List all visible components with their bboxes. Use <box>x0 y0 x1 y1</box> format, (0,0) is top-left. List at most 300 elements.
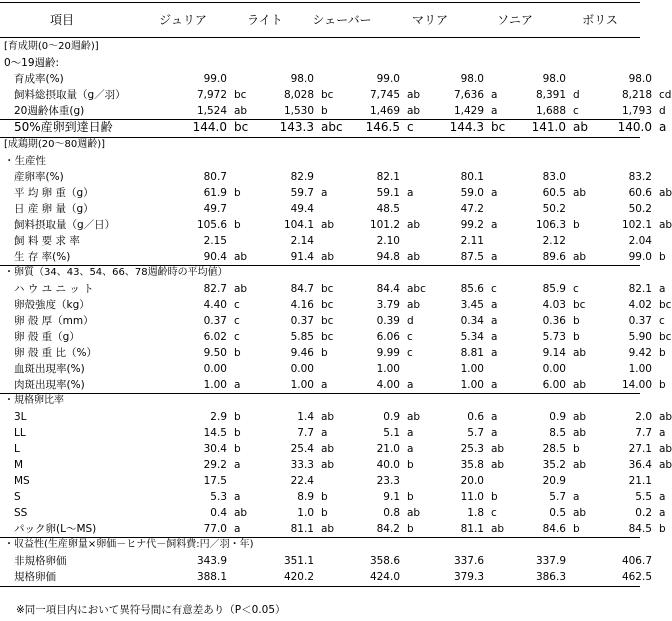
significance-letter: a <box>491 299 498 311</box>
significance-letter: ab <box>407 219 421 231</box>
significance-letter: cd <box>659 89 672 101</box>
cell-value: 35.8 <box>460 459 484 471</box>
cell-value: 5.5 <box>635 491 652 503</box>
significance-letter: b <box>659 347 666 359</box>
significance-letter: ab <box>491 523 505 535</box>
cell-value: 21.1 <box>628 475 652 487</box>
cell-value: 4.40 <box>203 299 227 311</box>
row-label: M <box>14 459 24 471</box>
cell-value: 0.37 <box>290 315 314 327</box>
cell-value: 30.4 <box>203 443 227 455</box>
table-top-border <box>0 2 640 3</box>
cell-value: 462.5 <box>621 571 652 583</box>
significance-letter: a <box>321 379 328 391</box>
cell-value: 1.00 <box>628 363 652 375</box>
cell-value: 91.4 <box>290 251 314 263</box>
significance-letter: ab <box>659 443 672 455</box>
significance-letter: ab <box>321 411 335 423</box>
cell-value: 144.0 <box>192 120 227 134</box>
cell-value: 2.04 <box>628 235 652 247</box>
significance-letter: bc <box>234 120 249 134</box>
cell-value: 9.50 <box>203 347 227 359</box>
significance-letter: ab <box>659 411 672 423</box>
cell-value: 90.4 <box>203 251 227 263</box>
cell-value: 1.00 <box>376 363 400 375</box>
cell-value: 89.6 <box>542 251 566 263</box>
cell-value: 99.2 <box>460 219 484 231</box>
significance-letter: a <box>234 523 241 535</box>
significance-letter: ab <box>573 347 587 359</box>
row-label: 50%産卵到達日齢 <box>14 120 113 134</box>
cell-value: 60.6 <box>628 187 652 199</box>
significance-letter: b <box>234 427 241 439</box>
cell-value: 84.4 <box>376 283 400 295</box>
table-row <box>0 457 672 473</box>
significance-letter: ab <box>573 507 587 519</box>
table-row <box>0 201 652 217</box>
cell-value: 358.6 <box>369 555 400 567</box>
table-row <box>0 119 667 135</box>
significance-letter: b <box>407 523 414 535</box>
cell-value: 351.1 <box>283 555 314 567</box>
cell-value: 29.2 <box>203 459 227 471</box>
significance-letter: bc <box>491 120 506 134</box>
significance-letter: ab <box>573 379 587 391</box>
cell-value: 1.00 <box>460 379 484 391</box>
cell-value: 8.81 <box>460 347 484 359</box>
significance-letter: a <box>491 427 498 439</box>
significance-letter: ab <box>659 187 672 199</box>
cell-value: 9.14 <box>542 347 566 359</box>
table-row <box>0 313 665 329</box>
cell-value: 99.0 <box>203 73 227 85</box>
significance-letter: ab <box>573 120 588 134</box>
cell-value: 7.7 <box>297 427 314 439</box>
row-label: 飼料摂取量（g／日） <box>14 219 116 231</box>
cell-value: 4.00 <box>376 379 400 391</box>
cell-value: 77.0 <box>203 523 227 535</box>
cell-value: 8,391 <box>535 89 566 101</box>
significance-letter: b <box>234 443 241 455</box>
significance-letter: ab <box>407 507 421 519</box>
cell-value: 141.0 <box>531 120 566 134</box>
significance-letter: c <box>234 299 240 311</box>
significance-letter: ab <box>491 443 505 455</box>
row-label: LL <box>14 427 26 439</box>
cell-value: 25.3 <box>460 443 484 455</box>
header-strain: ライト <box>247 13 283 27</box>
cell-value: 5.1 <box>383 427 400 439</box>
cell-value: 9.1 <box>383 491 400 503</box>
significance-letter: ab <box>234 105 248 117</box>
significance-letter: a <box>321 427 328 439</box>
significance-letter: a <box>491 89 498 101</box>
row-label: S <box>14 491 21 503</box>
cell-value: 9.42 <box>628 347 652 359</box>
cell-value: 144.3 <box>449 120 484 134</box>
significance-letter: ab <box>573 411 587 423</box>
significance-letter: b <box>573 523 580 535</box>
row-label: パック卵(L～MS) <box>14 523 97 535</box>
cell-value: 406.7 <box>621 555 652 567</box>
significance-letter: a <box>407 443 414 455</box>
cell-value: 20.9 <box>542 475 566 487</box>
cell-value: 81.1 <box>460 523 484 535</box>
table-row <box>0 153 640 169</box>
cell-value: 84.7 <box>290 283 314 295</box>
cell-value: 35.2 <box>542 459 566 471</box>
cell-value: 5.90 <box>628 331 652 343</box>
table-row <box>0 55 640 71</box>
cell-value: 9.99 <box>376 347 400 359</box>
significance-letter: a <box>491 411 498 423</box>
significance-letter: a <box>491 315 498 327</box>
cell-value: 14.00 <box>621 379 652 391</box>
cell-value: 5.3 <box>210 491 227 503</box>
significance-letter: a <box>659 491 666 503</box>
cell-value: 1.0 <box>297 507 314 519</box>
cell-value: 59.7 <box>290 187 314 199</box>
significance-letter: a <box>407 427 414 439</box>
section-title <box>0 393 640 409</box>
significance-letter: ab <box>407 89 421 101</box>
cell-value: 146.5 <box>365 120 400 134</box>
header-strain: ジュリア <box>159 13 207 27</box>
cell-value: 33.3 <box>290 459 314 471</box>
cell-value: 59.1 <box>376 187 400 199</box>
significance-letter: a <box>234 459 241 471</box>
cell-value: 61.9 <box>203 187 227 199</box>
cell-value: 0.9 <box>549 411 566 423</box>
cell-value: 4.02 <box>628 299 652 311</box>
cell-value: 2.0 <box>635 411 652 423</box>
significance-letter: abc <box>407 283 426 295</box>
significance-letter: a <box>407 379 414 391</box>
cell-value: 0.34 <box>460 315 484 327</box>
cell-value: 7.7 <box>635 427 652 439</box>
cell-value: 84.6 <box>542 523 566 535</box>
cell-value: 2.9 <box>210 411 227 423</box>
significance-letter: b <box>321 105 328 117</box>
significance-letter: b <box>407 491 414 503</box>
cell-value: 11.0 <box>460 491 484 503</box>
cell-value: 0.00 <box>203 363 227 375</box>
significance-letter: a <box>491 347 498 359</box>
significance-letter: a <box>659 427 666 439</box>
cell-value: 1.4 <box>297 411 314 423</box>
significance-letter: ab <box>321 523 335 535</box>
significance-letter: a <box>234 379 241 391</box>
table-row <box>0 185 672 201</box>
significance-letter: a <box>659 283 666 295</box>
cell-value: 14.5 <box>203 427 227 439</box>
significance-letter: c <box>573 283 579 295</box>
header-strain: マリア <box>411 13 448 27</box>
table-row <box>0 377 666 393</box>
significance-letter: d <box>573 89 580 101</box>
table-row <box>0 233 652 249</box>
cell-value: 6.06 <box>376 331 400 343</box>
cell-value: 85.6 <box>460 283 484 295</box>
cell-value: 80.1 <box>460 171 484 183</box>
row-label: SS <box>14 507 28 519</box>
significance-letter: b <box>659 251 666 263</box>
cell-value: 4.03 <box>542 299 566 311</box>
cell-value: 98.0 <box>290 73 314 85</box>
cell-value: 17.5 <box>203 475 227 487</box>
cell-value: 99.0 <box>376 73 400 85</box>
row-label: 非規格卵価 <box>14 555 67 567</box>
significance-letter: a <box>659 120 667 134</box>
cell-value: 102.1 <box>621 219 652 231</box>
significance-letter: d <box>407 315 414 327</box>
significance-letter: b <box>321 507 328 519</box>
cell-value: 0.8 <box>383 507 400 519</box>
row-label: 血斑出現率(%) <box>14 363 85 375</box>
cell-value: 6.00 <box>542 379 566 391</box>
cell-value: 104.1 <box>283 219 314 231</box>
significance-letter: ab <box>321 443 335 455</box>
cell-value: 101.2 <box>369 219 400 231</box>
table-row <box>0 489 666 505</box>
table-bottom-border <box>0 586 640 587</box>
significance-letter: b <box>407 459 414 471</box>
cell-value: 2.14 <box>290 235 314 247</box>
significance-letter: a <box>573 491 580 503</box>
table-row <box>0 281 666 297</box>
header-item: 項目 <box>49 13 74 27</box>
cell-value: 1,530 <box>283 105 314 117</box>
significance-letter: c <box>407 120 414 134</box>
row-label: MS <box>14 475 30 487</box>
header-strain: ボリス <box>582 13 618 27</box>
cell-value: 343.9 <box>196 555 227 567</box>
significance-letter: ab <box>407 105 421 117</box>
row-label: 卵殻強度（kg） <box>14 299 90 311</box>
significance-letter: b <box>573 315 580 327</box>
significance-letter: a <box>491 331 498 343</box>
cell-value: 4.16 <box>290 299 314 311</box>
cell-value: 80.7 <box>203 171 227 183</box>
section-title <box>0 537 640 553</box>
significance-letter: b <box>321 347 328 359</box>
significance-letter: bc <box>659 331 672 343</box>
cell-value: 8,028 <box>283 89 314 101</box>
significance-letter: ab <box>659 219 672 231</box>
significance-letter: abc <box>321 120 343 134</box>
significance-letter: bc <box>321 331 334 343</box>
cell-value: 48.5 <box>376 203 400 215</box>
cell-value: 25.4 <box>290 443 314 455</box>
row-label: ハ ウ ユ ニ ッ ト <box>14 283 94 295</box>
row-label: 卵 殻 重（g） <box>14 331 80 343</box>
header-bottom-border <box>0 37 640 38</box>
cell-value: 0.00 <box>542 363 566 375</box>
section-title <box>0 137 640 153</box>
significance-letter: c <box>407 331 413 343</box>
significance-letter: ab <box>234 283 248 295</box>
cell-value: 1.8 <box>467 507 484 519</box>
cell-value: 8.9 <box>297 491 314 503</box>
cell-value: 7,636 <box>453 89 484 101</box>
cell-value: 49.4 <box>290 203 314 215</box>
cell-value: 143.3 <box>279 120 314 134</box>
cell-value: 0.4 <box>210 507 227 519</box>
cell-value: 0.39 <box>376 315 400 327</box>
row-label: 肉斑出現率(%) <box>14 379 85 391</box>
cell-value: 386.3 <box>535 571 566 583</box>
cell-value: 1,688 <box>535 105 566 117</box>
row-label: 飼料総摂取量（g／羽） <box>14 89 126 101</box>
cell-value: 1,469 <box>369 105 400 117</box>
cell-value: 1.00 <box>460 363 484 375</box>
cell-value: 1,793 <box>621 105 652 117</box>
significance-letter: a <box>234 491 241 503</box>
cell-value: 9.46 <box>290 347 314 359</box>
section-title-text: [成鶏期(20～80週齢)] <box>4 139 106 150</box>
cell-value: 388.1 <box>196 571 227 583</box>
cell-value: 5.34 <box>460 331 484 343</box>
cell-value: 98.0 <box>628 73 652 85</box>
table-row <box>0 345 666 361</box>
row-label: 平 均 卵 重（g） <box>14 187 94 199</box>
significance-letter: ab <box>321 459 335 471</box>
cell-value: 337.9 <box>535 555 566 567</box>
table-row <box>0 71 652 87</box>
significance-letter: c <box>234 331 240 343</box>
header-strain: ソニア <box>497 13 533 27</box>
significance-letter: bc <box>321 283 334 295</box>
significance-letter: d <box>659 105 666 117</box>
row-label: 20週齢体重(g) <box>14 105 85 117</box>
cell-value: 99.0 <box>628 251 652 263</box>
row-label: 規格卵価 <box>14 571 56 583</box>
significance-letter: a <box>659 507 666 519</box>
cell-value: 59.0 <box>460 187 484 199</box>
row-label: L <box>14 443 20 455</box>
significance-letter: ab <box>407 251 421 263</box>
cell-value: 81.1 <box>290 523 314 535</box>
significance-letter: b <box>573 331 580 343</box>
significance-letter: b <box>234 347 241 359</box>
cell-value: 82.1 <box>376 171 400 183</box>
section-title-text: ・規格卵比率 <box>4 395 64 406</box>
table-row <box>0 505 666 521</box>
row-label: 3L <box>14 411 27 423</box>
cell-value: 1,524 <box>196 105 227 117</box>
cell-value: 98.0 <box>542 73 566 85</box>
significance-letter: b <box>234 411 241 423</box>
significance-letter: ab <box>234 251 248 263</box>
cell-value: 1.00 <box>203 379 227 391</box>
cell-value: 60.5 <box>542 187 566 199</box>
row-label: 卵 殻 厚（mm） <box>14 315 94 327</box>
cell-value: 105.6 <box>196 219 227 231</box>
cell-value: 379.3 <box>453 571 484 583</box>
cell-value: 82.7 <box>203 283 227 295</box>
cell-value: 87.5 <box>460 251 484 263</box>
cell-value: 23.3 <box>376 475 400 487</box>
row-label: 飼 料 要 求 率 <box>14 235 80 247</box>
cell-value: 27.1 <box>628 443 652 455</box>
cell-value: 50.2 <box>542 203 566 215</box>
cell-value: 84.2 <box>376 523 400 535</box>
cell-value: 36.4 <box>628 459 652 471</box>
cell-value: 106.3 <box>535 219 566 231</box>
significance-letter: b <box>234 219 241 231</box>
section-title <box>0 265 640 281</box>
significance-letter: c <box>573 105 579 117</box>
significance-letter: a <box>491 219 498 231</box>
row-label: 生 存 率(%) <box>14 251 71 263</box>
cell-value: 140.0 <box>617 120 652 134</box>
table-row <box>0 569 652 585</box>
cell-value: 3.79 <box>376 299 400 311</box>
table-row <box>0 473 652 489</box>
cell-value: 8.5 <box>549 427 566 439</box>
cell-value: 22.4 <box>290 475 314 487</box>
section-title <box>0 39 640 55</box>
cell-value: 21.0 <box>376 443 400 455</box>
cell-value: 7,745 <box>369 89 400 101</box>
cell-value: 82.1 <box>628 283 652 295</box>
cell-value: 424.0 <box>369 571 400 583</box>
cell-value: 84.5 <box>628 523 652 535</box>
cell-value: 83.2 <box>628 171 652 183</box>
table-row <box>0 521 666 537</box>
significance-letter: bc <box>659 299 672 311</box>
significance-letter: c <box>491 507 497 519</box>
significance-letter: ab <box>321 251 335 263</box>
table-row <box>0 425 666 441</box>
table-row <box>0 361 652 377</box>
cell-value: 0.9 <box>383 411 400 423</box>
cell-value: 0.5 <box>549 507 566 519</box>
table-header <box>0 5 640 35</box>
significance-letter: c <box>407 347 413 359</box>
significance-letter: ab <box>407 411 421 423</box>
row-label: 卵 殻 重 比（%） <box>14 347 97 359</box>
significance-letter: b <box>234 187 241 199</box>
header-strain: シェーバー <box>312 13 372 27</box>
cell-value: 28.5 <box>542 443 566 455</box>
significance-letter: b <box>573 443 580 455</box>
cell-value: 3.45 <box>460 299 484 311</box>
table-row <box>0 553 652 569</box>
table-row <box>0 409 672 425</box>
cell-value: 420.2 <box>283 571 314 583</box>
row-label: 日 産 卵 量（g） <box>14 203 94 215</box>
cell-value: 83.0 <box>542 171 566 183</box>
row-label: ・生産性 <box>4 155 46 167</box>
cell-value: 49.7 <box>203 203 227 215</box>
cell-value: 5.7 <box>549 491 566 503</box>
significance-letter: ab <box>321 219 335 231</box>
cell-value: 0.37 <box>203 315 227 327</box>
significance-letter: a <box>491 187 498 199</box>
cell-value: 5.73 <box>542 331 566 343</box>
significance-letter: bc <box>321 299 334 311</box>
footnote: ※同一項目内において異符号間に有意差あり（P＜0.05） <box>16 604 286 616</box>
table-row <box>0 169 652 185</box>
significance-letter: bc <box>573 299 586 311</box>
cell-value: 2.10 <box>376 235 400 247</box>
significance-letter: ab <box>573 187 587 199</box>
cell-value: 2.11 <box>460 235 484 247</box>
cell-value: 5.7 <box>467 427 484 439</box>
cell-value: 98.0 <box>460 73 484 85</box>
cell-value: 94.8 <box>376 251 400 263</box>
